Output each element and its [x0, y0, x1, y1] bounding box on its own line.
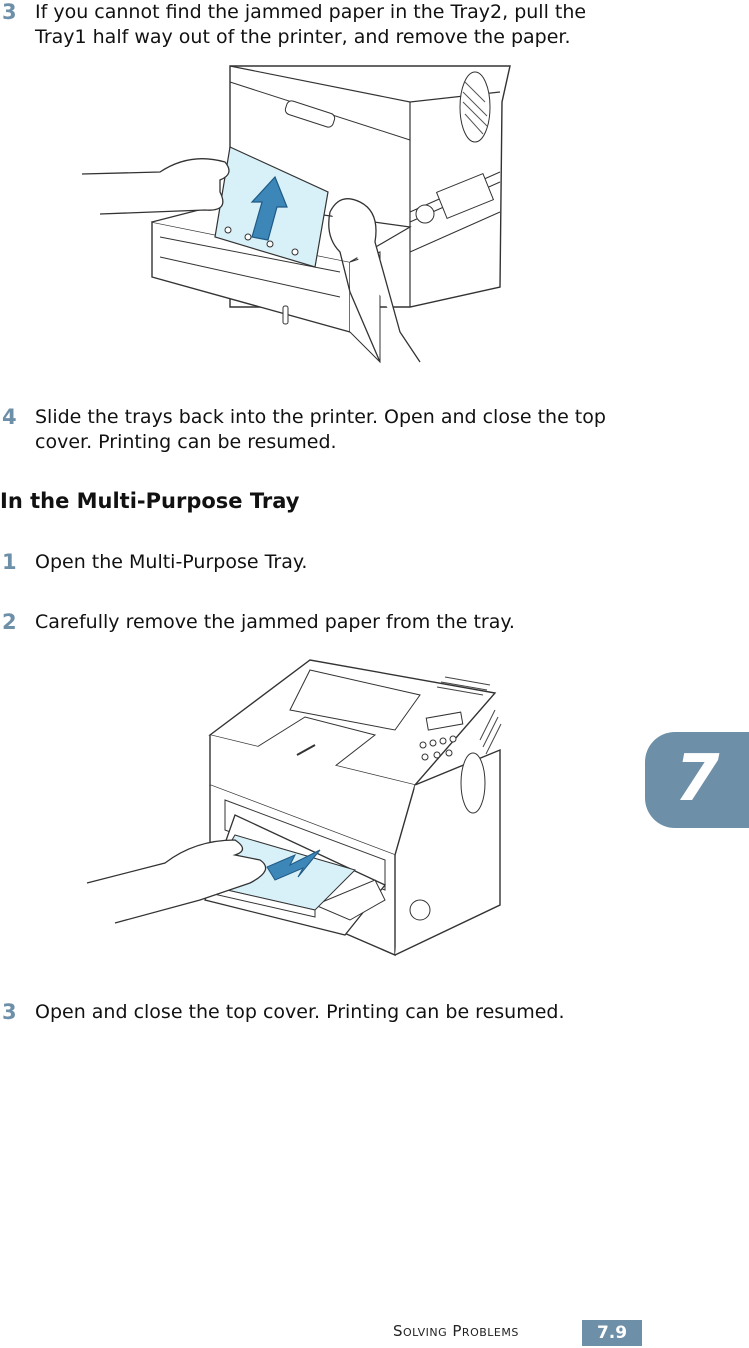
step-number: 1	[2, 550, 17, 574]
step-text: If you cannot find the jammed paper in the Tray2, pull the Tray1 half way out of the printer, and remove the paper.	[35, 1, 587, 48]
page-number: 7.9	[582, 1320, 642, 1346]
chapter-number: 7	[675, 742, 720, 816]
step-number: 3	[2, 0, 17, 24]
step-number: 3	[2, 1000, 17, 1024]
chapter-tab	[645, 732, 749, 828]
step-text: Carefully remove the jammed paper from the tray.	[35, 611, 515, 633]
step-number: 2	[2, 610, 17, 634]
step-text: Slide the trays back into the printer. Open and close the top cover. Printing can be resumed.	[35, 406, 606, 453]
step-text: Open and close the top cover. Printing can be resumed.	[35, 1001, 565, 1023]
section-heading: In the Multi-Purpose Tray	[0, 489, 300, 513]
tray1-jam-illustration	[80, 62, 520, 372]
step-text: Open the Multi-Purpose Tray.	[35, 551, 308, 573]
footer-section-label: Solving Problems	[393, 1322, 519, 1340]
mp-tray-jam-illustration	[85, 655, 505, 967]
step-number: 4	[2, 405, 17, 429]
